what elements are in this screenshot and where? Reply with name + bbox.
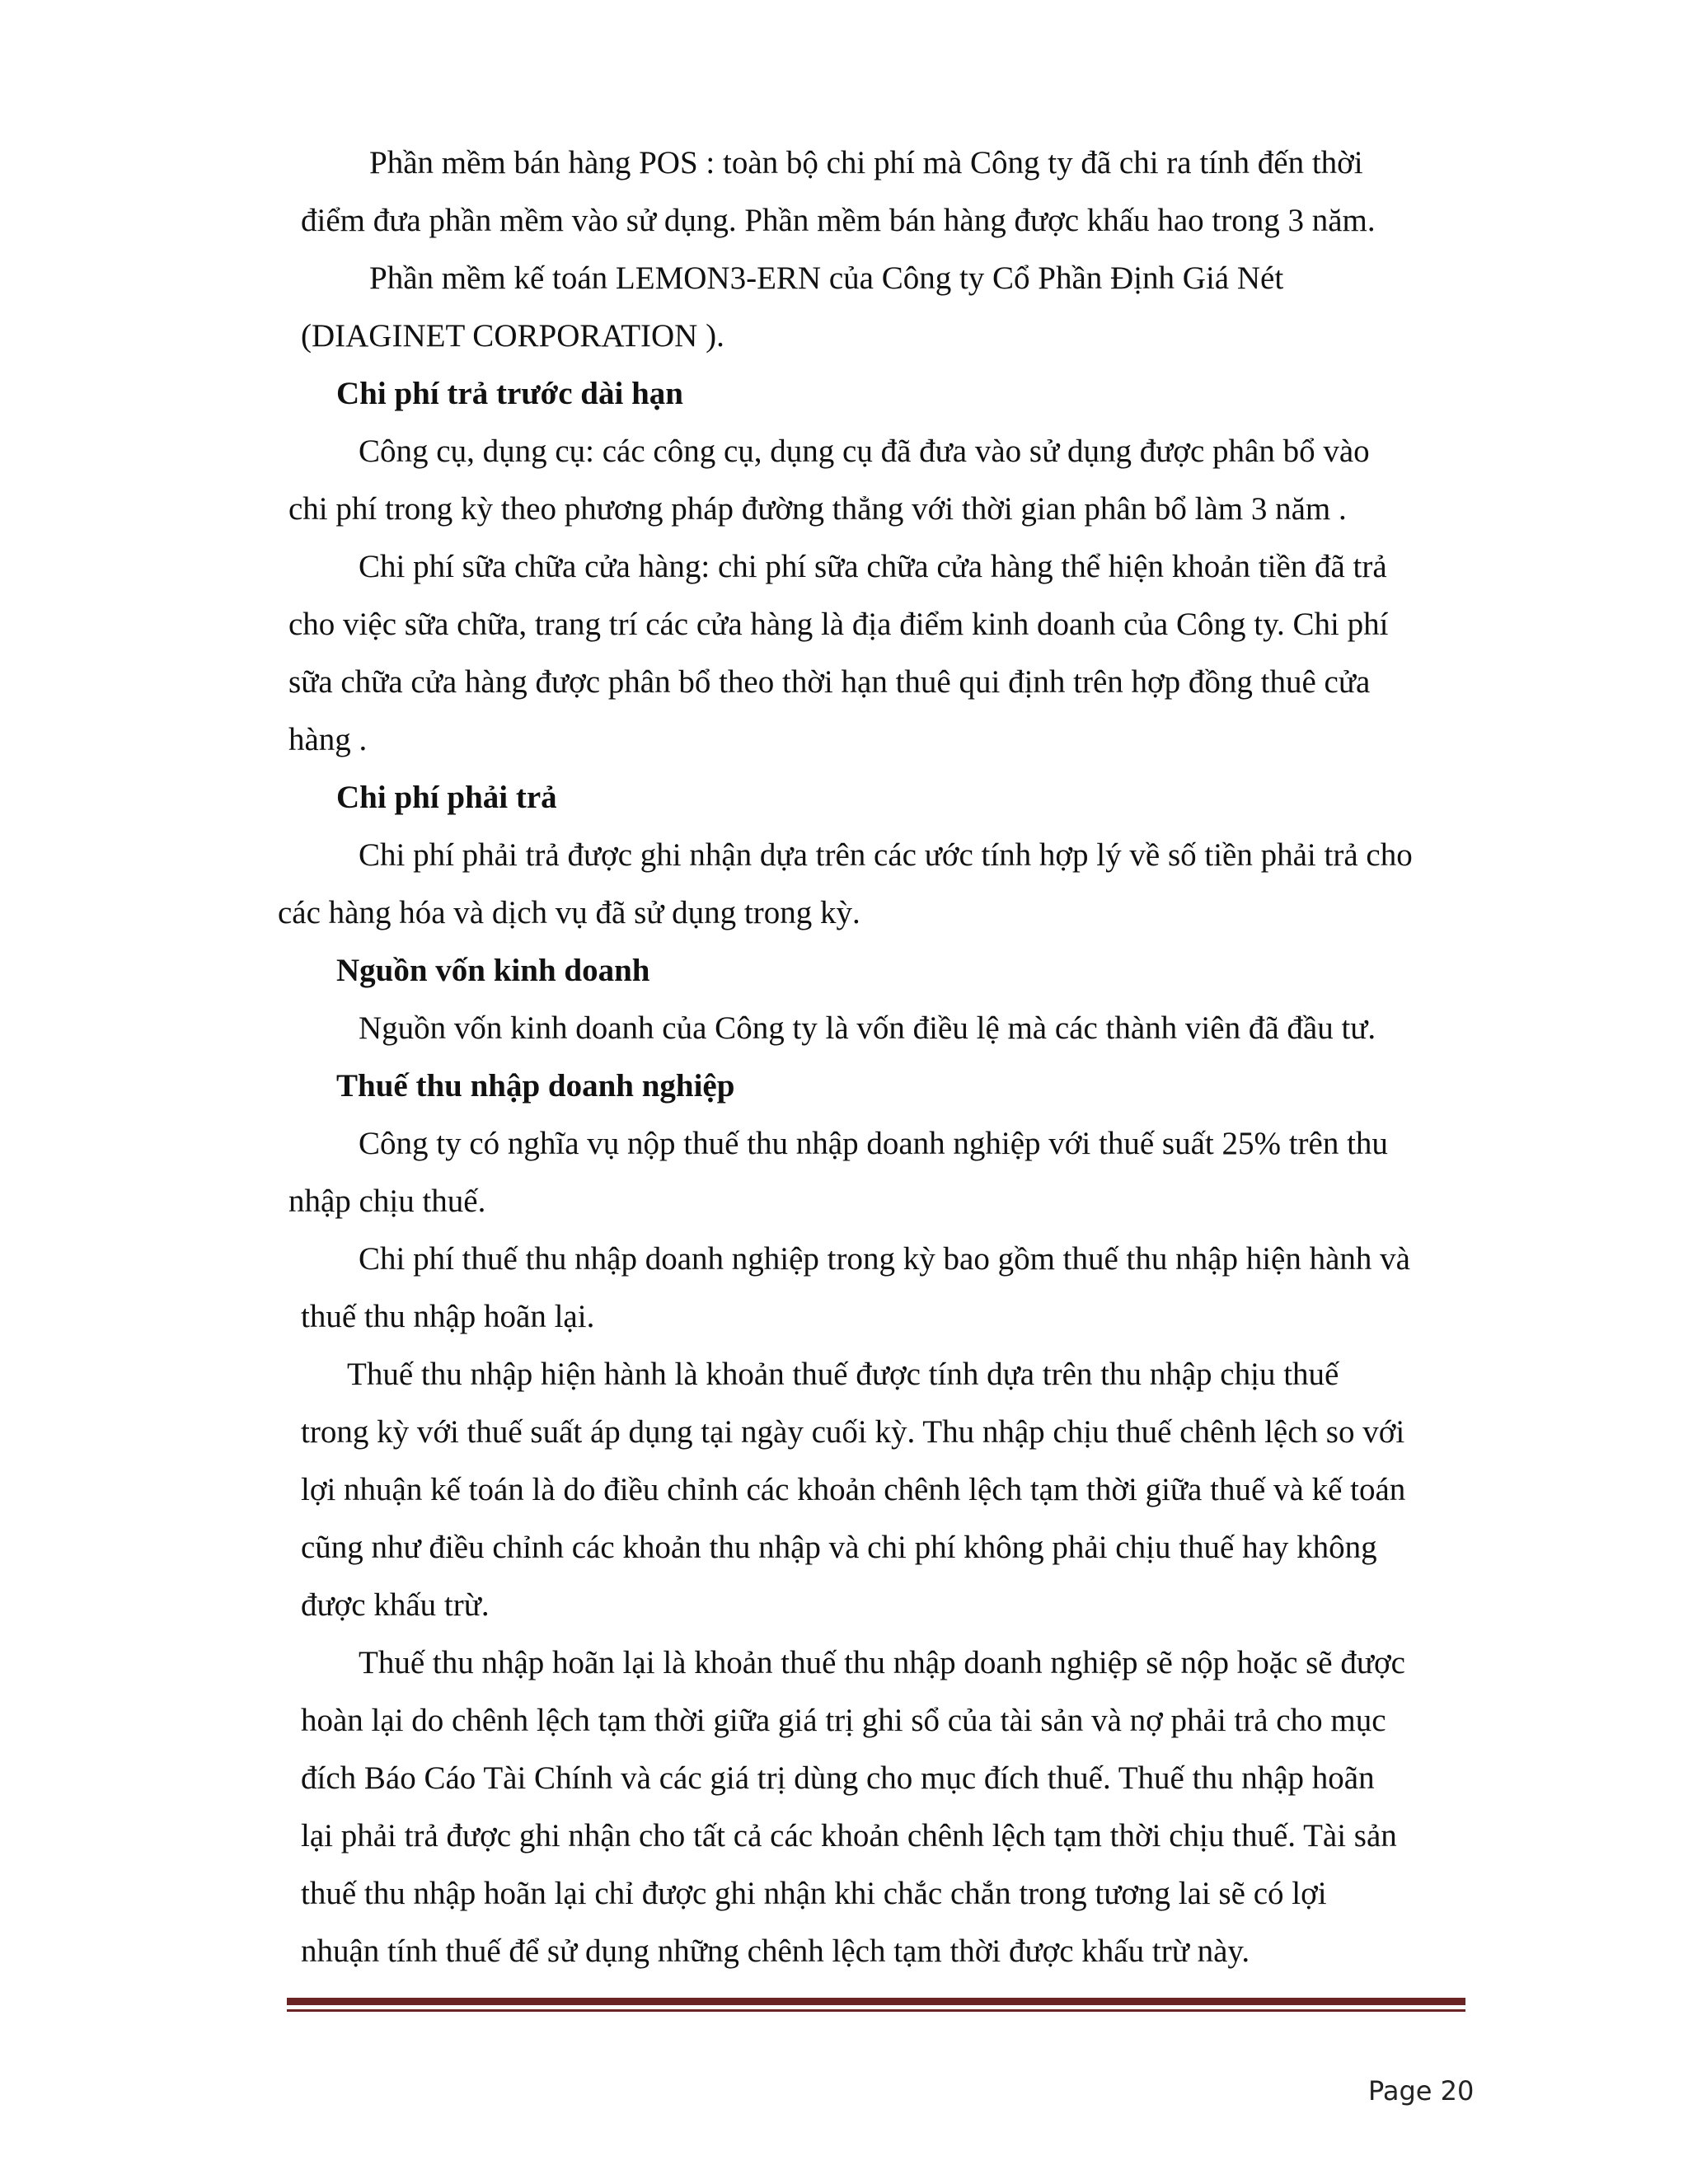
paragraph-line: lợi nhuận kế toán là do điều chỉnh các khoản chênh lệch tạm thời giữa thuế và kế toán <box>301 1472 1406 1507</box>
footer-rule-thin <box>287 2009 1465 2012</box>
paragraph-line: hoàn lại do chênh lệch tạm thời giữa giá trị ghi sổ của tài sản và nợ phải trả cho mục <box>301 1703 1386 1738</box>
footer-rule-thick <box>287 1998 1465 2005</box>
page-number: Page 20 <box>1368 2075 1475 2107</box>
paragraph-line: cũng như điều chỉnh các khoản thu nhập và chi phí không phải chịu thuế hay không <box>301 1530 1377 1565</box>
paragraph-line: Chi phí phải trả được ghi nhận dựa trên các ước tính hợp lý về số tiền phải trả cho <box>359 837 1413 873</box>
paragraph-line: lại phải trả được ghi nhận cho tất cả các khoản chênh lệch tạm thời chịu thuế. Tài sản <box>301 1818 1397 1854</box>
paragraph-line: Chi phí thuế thu nhập doanh nghiệp trong kỳ bao gồm thuế thu nhập hiện hành và <box>359 1241 1410 1277</box>
paragraph-line: (DIAGINET CORPORATION ). <box>301 318 724 354</box>
paragraph-line: cho việc sữa chữa, trang trí các cửa hàng là địa điểm kinh doanh của Công ty. Chi phí <box>288 607 1389 642</box>
paragraph-line: Phần mềm kế toán LEMON3-ERN của Công ty Cổ Phần Định Giá Nét <box>369 260 1284 296</box>
paragraph-line: Công ty có nghĩa vụ nộp thuế thu nhập doanh nghiệp với thuế suất 25% trên thu <box>359 1126 1388 1161</box>
paragraph-line: nhập chịu thuế. <box>288 1183 486 1219</box>
paragraph-line: các hàng hóa và dịch vụ đã sử dụng trong kỳ. <box>278 895 860 930</box>
section-heading: Chi phí phải trả <box>336 780 557 815</box>
paragraph-line: thuế thu nhập hoãn lại. <box>301 1299 595 1334</box>
paragraph-line: Chi phí sữa chữa cửa hàng: chi phí sữa chữa cửa hàng thể hiện khoản tiền đã trả <box>359 549 1387 584</box>
section-heading: Chi phí trả trước dài hạn <box>336 376 683 411</box>
paragraph-line: Phần mềm bán hàng POS : toàn bộ chi phí mà Công ty đã chi ra tính đến thời <box>369 145 1363 180</box>
paragraph-line: Nguồn vốn kinh doanh của Công ty là vốn điều lệ mà các thành viên đã đầu tư. <box>359 1010 1376 1046</box>
paragraph-line: sữa chữa cửa hàng được phân bổ theo thời hạn thuê qui định trên hợp đồng thuê cửa <box>288 664 1371 700</box>
paragraph-line: đích Báo Cáo Tài Chính và các giá trị dùng cho mục đích thuế. Thuế thu nhập hoãn <box>301 1760 1375 1796</box>
paragraph-line: Công cụ, dụng cụ: các công cụ, dụng cụ đã đưa vào sử dụng được phân bổ vào <box>359 434 1370 469</box>
paragraph-line: điểm đưa phần mềm vào sử dụng. Phần mềm bán hàng được khấu hao trong 3 năm. <box>301 203 1376 238</box>
paragraph-line: hàng . <box>288 722 368 757</box>
section-heading: Thuế thu nhập doanh nghiệp <box>336 1068 735 1104</box>
paragraph-line: nhuận tính thuế để sử dụng những chênh lệch tạm thời được khấu trừ này. <box>301 1933 1250 1969</box>
paragraph-line: được khấu trừ. <box>301 1587 490 1623</box>
paragraph-line: trong kỳ với thuế suất áp dụng tại ngày cuối kỳ. Thu nhập chịu thuế chênh lệch so với <box>301 1414 1405 1450</box>
paragraph-line: thuế thu nhập hoãn lại chỉ được ghi nhận khi chắc chắn trong tương lai sẽ có lợi <box>301 1876 1327 1911</box>
paragraph-line: Thuế thu nhập hiện hành là khoản thuế được tính dựa trên thu nhập chịu thuế <box>347 1357 1339 1392</box>
section-heading: Nguồn vốn kinh doanh <box>336 953 650 988</box>
paragraph-line: chi phí trong kỳ theo phương pháp đường thẳng với thời gian phân bổ làm 3 năm . <box>288 491 1347 527</box>
paragraph-line: Thuế thu nhập hoãn lại là khoản thuế thu nhập doanh nghiệp sẽ nộp hoặc sẽ được <box>359 1645 1405 1680</box>
